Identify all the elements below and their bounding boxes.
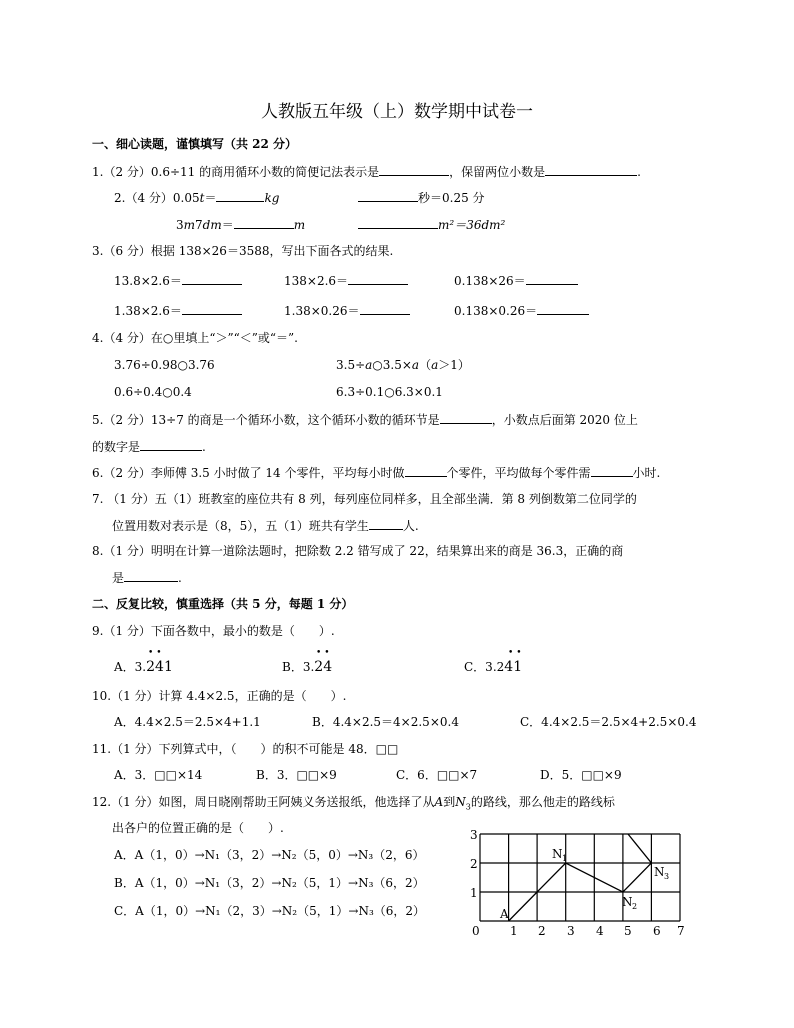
question-11: 11.（1 分）下列算式中，（ ）的积不可能是 48．□□ <box>92 742 399 756</box>
q3-item-1: 13.8×2.6＝ <box>114 272 242 289</box>
question-6: 6.（2 分）李师傅 3.5 小时做了 14 个零件，平均每小时做 个零件，平均做每个零件需 小时. <box>92 466 661 480</box>
section-2-heading: 二、反复比较，慎重选择（共 5 分，每题 1 分） <box>92 597 354 611</box>
q11-option-c[interactable]: C．6．□□×7 <box>396 768 478 782</box>
y-tick-3: 3 <box>470 828 478 842</box>
q12-option-a[interactable]: A．A（1，0）→N₁（3，2）→N₂（5，0）→N₃（2，6） <box>114 848 425 862</box>
question-8-line-1: 8.（1 分）明明在计算一道除法题时，把除数 2.2 错写成了 22，结果算出来的商是 36.3，正确的商 <box>92 544 624 558</box>
q4-item-2: 3.5÷a○3.5×a（a＞1） <box>336 358 470 372</box>
q11-option-a[interactable]: A．3．□□×14 <box>114 768 203 782</box>
q1-blank-1[interactable] <box>379 163 449 176</box>
section-1-heading: 一、细心读题，谨慎填写（共 22 分） <box>92 137 298 151</box>
q2-blank-2[interactable] <box>358 189 418 202</box>
q11-option-d[interactable]: D．5．□□×9 <box>540 768 622 782</box>
x-tick-6: 6 <box>653 924 661 938</box>
repeat-dots-a: •• <box>148 648 165 658</box>
label-A: A <box>500 907 509 921</box>
question-12-line-1: 12.（1 分）如图，周日晓刚帮助王阿姨义务送报纸，他选择了从A到$N_3$的路线，那么他走的路线标 <box>92 795 615 812</box>
q3-item-5: 1.38×0.26＝ <box>284 302 410 319</box>
q2-blank-1[interactable] <box>216 189 264 202</box>
q1-blank-2[interactable] <box>545 163 637 176</box>
x-tick-4: 4 <box>596 924 604 938</box>
x-tick-2: 2 <box>538 924 546 938</box>
q10-option-c[interactable]: C．4.4×2.5＝2.5×4+2.5×0.4 <box>520 715 697 729</box>
q12-option-c[interactable]: C．A（1，0）→N₁（2，3）→N₂（5，1）→N₃（6，2） <box>114 904 426 918</box>
q3-item-3: 0.138×26＝ <box>454 272 578 289</box>
question-2-line-1: 2.（4 分）0.05t＝ kg <box>114 191 280 205</box>
q3-item-4: 1.38×2.6＝ <box>114 302 242 319</box>
question-10: 10.（1 分）计算 4.4×2.5，正确的是（ ）. <box>92 689 347 703</box>
question-4: 4.（4 分）在○里填上“＞”“＜”或“＝”. <box>92 331 298 345</box>
q9-option-a[interactable]: A．3.241 <box>114 659 173 675</box>
q9-option-c[interactable]: C．3.241 <box>464 659 523 675</box>
question-5-line-1: 5.（2 分）13÷7 的商是一个循环小数，这个循环小数的循环节是 ，小数点后面第 2020 位上 <box>92 413 638 427</box>
page-title: 人教版五年级（上）数学期中试卷一 <box>261 102 533 122</box>
q4-item-4: 6.3÷0.1○6.3×0.1 <box>336 385 443 399</box>
q10-option-b[interactable]: B．4.4×2.5＝4×2.5×0.4 <box>312 715 459 729</box>
grid-lines <box>480 834 680 921</box>
route-grid-figure <box>468 828 688 938</box>
q3-item-6: 0.138×0.26＝ <box>454 302 589 319</box>
question-3: 3.（6 分）根据 138×26＝3588，写出下面各式的结果. <box>92 244 394 258</box>
x-tick-0: 0 <box>472 924 480 938</box>
label-N2-sub: 2 <box>632 902 638 911</box>
q10-option-a[interactable]: A．4.4×2.5＝2.5×4+1.1 <box>114 715 261 729</box>
q2-blank-3[interactable] <box>234 216 294 229</box>
question-9: 9.（1 分）下面各数中，最小的数是（ ）. <box>92 624 335 638</box>
x-tick-3: 3 <box>567 924 575 938</box>
question-12-line-2: 出各户的位置正确的是（ ）. <box>112 821 284 835</box>
q3-item-2: 138×2.6＝ <box>284 272 408 289</box>
q11-option-b[interactable]: B．3．□□×9 <box>256 768 337 782</box>
y-tick-1: 1 <box>470 886 478 900</box>
q4-item-3: 0.6÷0.4○0.4 <box>114 385 192 399</box>
q4-item-1: 3.76÷0.98○3.76 <box>114 358 215 372</box>
q9-option-b[interactable]: B．3.24 <box>282 659 333 675</box>
q12-option-b[interactable]: B．A（1，0）→N₁（3，2）→N₂（5，1）→N₃（6，2） <box>114 876 425 890</box>
q2-blank-4[interactable] <box>358 216 438 229</box>
x-tick-5: 5 <box>624 924 632 938</box>
y-tick-2: 2 <box>470 857 478 871</box>
question-7-line-1: 7. （1 分）五（1）班教室的座位共有 8 列，每列座位同样多，且全部坐满．第 8 列倒数第二位同学的 <box>92 492 637 506</box>
label-N2: N <box>622 895 633 909</box>
x-tick-1: 1 <box>510 924 518 938</box>
question-8-line-2: 是 . <box>112 571 182 585</box>
repeat-dots-b: •• <box>316 648 333 658</box>
label-N1-sub: 1 <box>562 854 568 863</box>
label-N3: N <box>654 865 665 879</box>
question-2-line-2b: m²＝36dm² <box>358 216 505 233</box>
question-1: 1.（2 分）0.6÷11 的商用循环小数的简便记法表示是 ，保留两位小数是 . <box>92 165 641 179</box>
label-N1: N <box>552 847 563 861</box>
x-tick-7: 7 <box>677 924 685 938</box>
question-7-line-2: 位置用数对表示是（8，5），五（1）班共有学生 人. <box>112 519 419 533</box>
question-5-line-2: 的数字是 . <box>92 440 206 454</box>
question-2-line-2: 3m7dm＝ m <box>176 218 306 232</box>
repeat-dots-c: •• <box>508 648 525 658</box>
question-2-line-1b: 秒＝0.25 分 <box>358 189 485 206</box>
label-N3-sub: 3 <box>664 872 670 881</box>
